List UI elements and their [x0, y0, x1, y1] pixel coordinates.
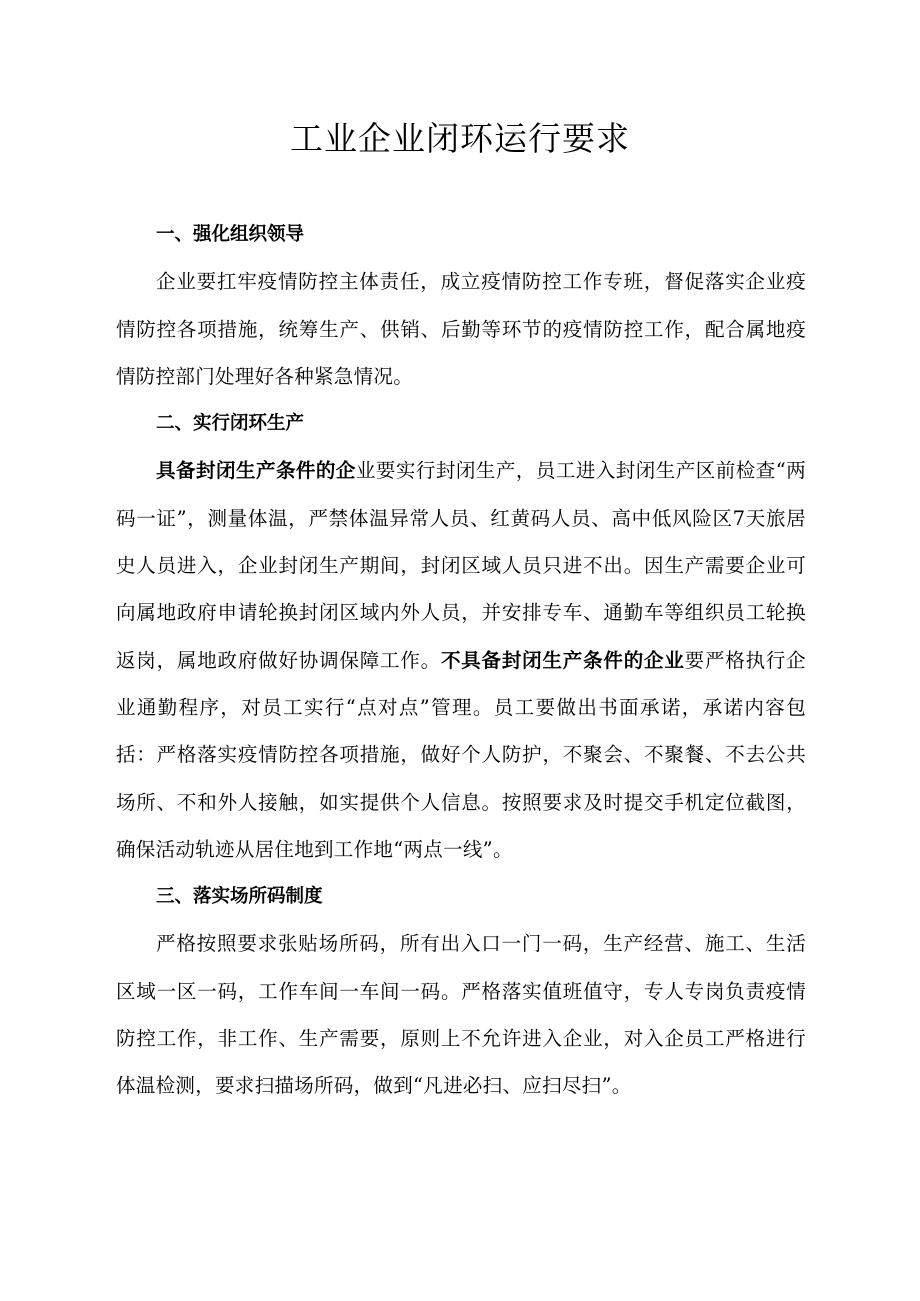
- document-body: [116, 211, 806, 1110]
- section-paragraph-2: [116, 447, 806, 873]
- section-heading-2: 二、实行闭环生产: [156, 413, 305, 435]
- section-paragraph-1: 企业要扛牢疫情防控主体责任，成立疫情防控工作专班，督促落实企业疫情防控各项措施，统筹生产、供销、后勤等环节的疫情防控工作，配合属地疫情防控部门处理好各种紧急情况。: [116, 270, 806, 388]
- paragraph-text-commute-management: 要严格执行企业通勤程序，对员工实行“点对点”管理。员工要做出书面承诺，承诺内容包括：严格落实疫情防控各项措施，做好个人防护，不聚会、不聚餐、不去公共场所、不和外人接触，如实提供个人信息。按照要求及时提交手机定位截图，确保活动轨迹从居住地到工作地“两点一线”。: [116, 648, 806, 861]
- section-paragraph-3: 严格按照要求张贴场所码，所有出入口一门一码，生产经营、施工、生活区域一区一码，工作车间一车间一码。严格落实值班值守，专人专岗负责疫情防控工作，非工作、生产需要，原则上不允许进入企业，对入企员工严格进行体温检测，要求扫描场所码，做到“凡进必扫、应扫尽扫”。: [116, 932, 806, 1098]
- emphasis-closed-production-unqualified: 不具备封闭生产条件的企业: [440, 648, 685, 672]
- paragraph-text-closed-production: 业要实行封闭生产，员工进入封闭生产区前检查“两码一证”，测量体温，严禁体温异常人员、红黄码人员、高中低风险区7天旅居史人员进入，企业封闭生产期间，封闭区域人员只进不出。因生产需要企业可向属地政府申请轮换封闭区域内外人员，并安排专车、通勤车等组织员工轮换返岗，属地政府做好协调保障工作。: [116, 459, 806, 672]
- section-heading-3: 三、落实场所码制度: [156, 886, 323, 908]
- section-heading-1: 一、强化组织领导: [156, 224, 305, 245]
- document-title: 工业企业闭环运行要求: [290, 119, 630, 158]
- emphasis-closed-production-qualified: 具备封闭生产条件的企: [156, 459, 356, 483]
